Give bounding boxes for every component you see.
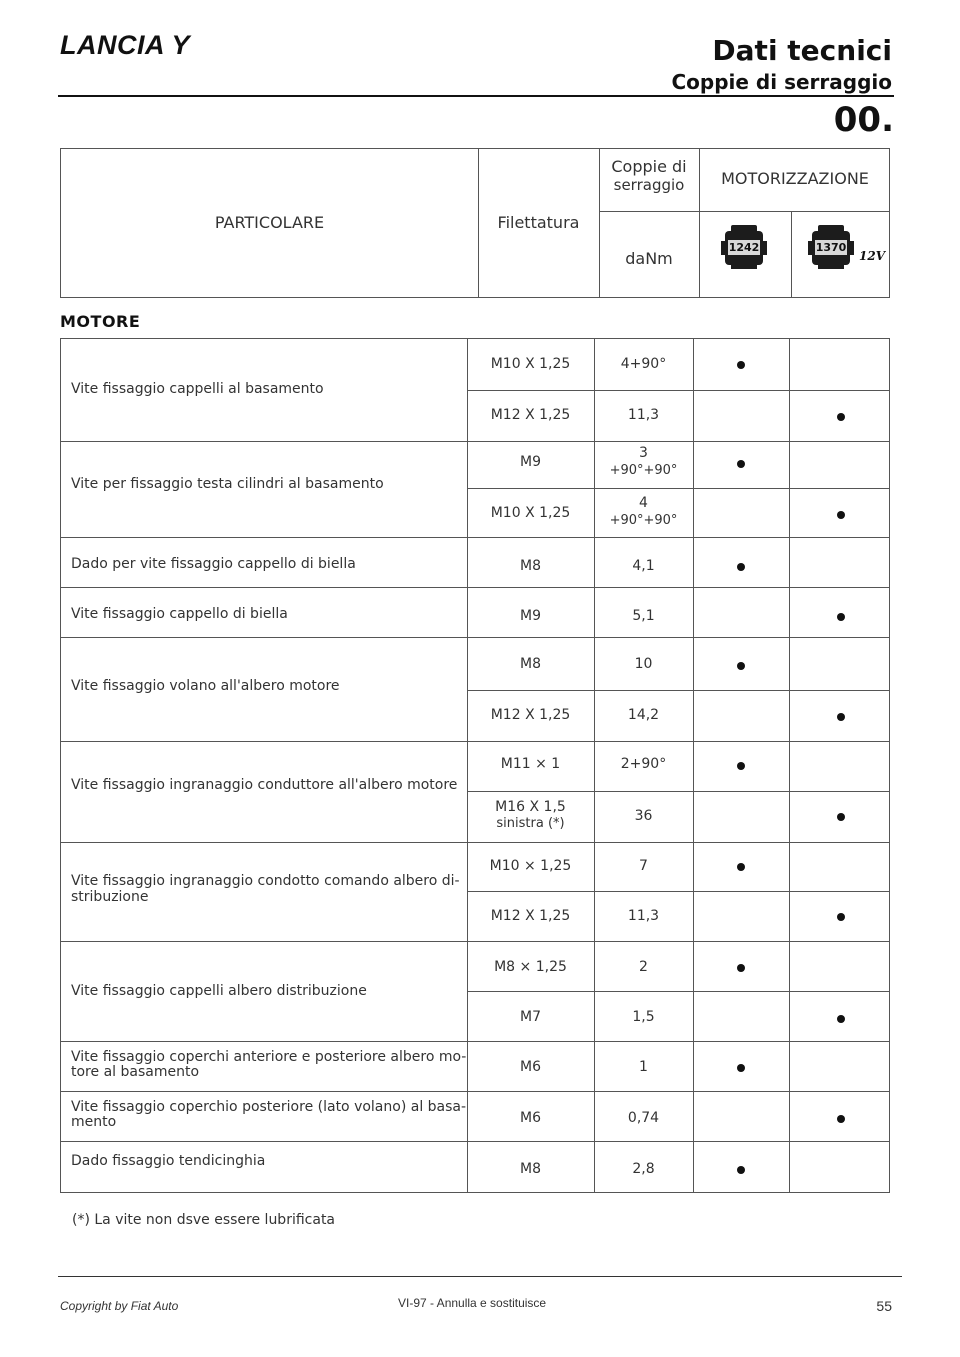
header-rule [58, 95, 894, 97]
row-desc: Vite fissaggio cappello di biella [71, 606, 288, 622]
engine-1370-marker [837, 813, 845, 821]
thread-cell: M7 [520, 1009, 541, 1025]
torque-cell: 2 [639, 959, 648, 975]
page-subtitle: Coppie di serraggio [671, 70, 892, 94]
thread-cell: sinistra (*) [496, 816, 565, 831]
footnote: (*) La vite non dsve essere lubrificata [72, 1212, 336, 1228]
thread-cell: M6 [520, 1110, 541, 1126]
thread-cell: M16 X 1,5 [495, 799, 566, 815]
thread-cell: M8 [520, 656, 541, 672]
engine-1242-marker [737, 361, 745, 369]
brand-title: LANCIA Y [60, 30, 191, 60]
row-desc: mento [71, 1114, 117, 1130]
torque-table [60, 338, 890, 1193]
column-header-table [60, 148, 890, 298]
torque-cell: 5,1 [632, 608, 655, 624]
header-filettatura: Filettatura [497, 213, 580, 232]
thread-cell: M10 X 1,25 [490, 356, 571, 372]
engine-1370-marker [837, 1115, 845, 1123]
section-title: MOTORE [60, 312, 141, 331]
torque-cell: 4+90° [620, 356, 667, 372]
engine-1242-label: 1242 [728, 241, 760, 254]
torque-cell: 10 [634, 656, 653, 672]
engine-1242-marker [737, 1166, 745, 1174]
thread-cell: M10 × 1,25 [489, 858, 572, 874]
thread-cell: M9 [520, 454, 541, 470]
row-desc: Vite fissaggio ingranaggio conduttore all'albero motore [71, 777, 458, 793]
thread-cell: M8 × 1,25 [494, 959, 567, 975]
engine-1370-icon [808, 225, 854, 269]
torque-cell: 4,1 [632, 558, 655, 574]
torque-cell: 0,74 [627, 1110, 660, 1126]
engine-1242-marker [737, 662, 745, 670]
header-coppie-line2: serraggio [613, 176, 685, 194]
row-desc: Dado per vite fissaggio cappello di biella [71, 556, 356, 572]
engine-1370-marker [837, 613, 845, 621]
header-unit: daNm [625, 249, 673, 268]
page-title: Dati tecnici [712, 34, 892, 67]
torque-cell: 2+90° [620, 756, 667, 772]
copyright: Copyright by Fiat Auto [60, 1299, 179, 1313]
engine-1242-marker [737, 1064, 745, 1072]
row-desc: Dado fissaggio tendicinghia [71, 1153, 266, 1169]
thread-cell: M6 [520, 1059, 541, 1075]
page-number: 55 [876, 1298, 892, 1314]
row-desc: Vite fissaggio coperchi anteriore e posteriore albero mo- [71, 1049, 467, 1065]
thread-cell: M12 X 1,25 [490, 908, 571, 924]
torque-cell: +90°+90° [609, 513, 678, 528]
row-desc: Vite fissaggio cappelli albero distribuzione [71, 983, 367, 999]
torque-cell: 4 [639, 495, 648, 511]
engine-1242-marker [737, 460, 745, 468]
edition-note: VI-97 - Annulla e sostituisce [398, 1296, 547, 1310]
engine-1242-icon [721, 225, 767, 269]
torque-cell: +90°+90° [609, 463, 678, 478]
engine-12v-label: 12V [859, 249, 886, 263]
engine-1370-marker [837, 413, 845, 421]
footer-rule [58, 1276, 902, 1277]
header-motorizzazione: MOTORIZZAZIONE [721, 169, 869, 188]
torque-cell: 7 [639, 858, 648, 874]
thread-cell: M9 [520, 608, 541, 624]
row-desc: Vite fissaggio cappelli al basamento [71, 381, 324, 397]
torque-cell: 11,3 [627, 407, 660, 423]
engine-1370-marker [837, 511, 845, 519]
chapter-number: 00. [833, 100, 894, 140]
thread-cell: M12 X 1,25 [490, 707, 571, 723]
engine-1242-marker [737, 563, 745, 571]
torque-cell: 11,3 [627, 908, 660, 924]
row-desc: Vite fissaggio ingranaggio condotto comando albero di- [71, 873, 460, 889]
header-particolare: PARTICOLARE [214, 213, 325, 232]
torque-cell: 2,8 [632, 1161, 655, 1177]
thread-cell: M8 [520, 558, 541, 574]
thread-cell: M10 X 1,25 [490, 505, 571, 521]
torque-cell: 14,2 [627, 707, 660, 723]
header-coppie-line1: Coppie di [611, 157, 687, 176]
thread-cell: M8 [520, 1161, 541, 1177]
row-desc: Vite fissaggio volano all'albero motore [71, 678, 340, 694]
row-desc: stribuzione [71, 889, 149, 905]
engine-1242-marker [737, 964, 745, 972]
engine-1370-marker [837, 913, 845, 921]
row-desc: Vite per fissaggio testa cilindri al basamento [71, 476, 384, 492]
thread-cell: M11 × 1 [500, 756, 561, 772]
row-desc: Vite fissaggio coperchio posteriore (lato volano) al basa- [71, 1099, 467, 1115]
row-desc: tore al basamento [71, 1064, 200, 1080]
engine-1370-marker [837, 1015, 845, 1023]
torque-cell: 1,5 [632, 1009, 655, 1025]
torque-cell: 1 [639, 1059, 648, 1075]
torque-cell: 36 [634, 808, 653, 824]
engine-1242-marker [737, 863, 745, 871]
engine-1242-marker [737, 762, 745, 770]
thread-cell: M12 X 1,25 [490, 407, 571, 423]
torque-cell: 3 [639, 445, 648, 461]
engine-1370-label: 1370 [815, 241, 847, 254]
engine-1370-marker [837, 713, 845, 721]
